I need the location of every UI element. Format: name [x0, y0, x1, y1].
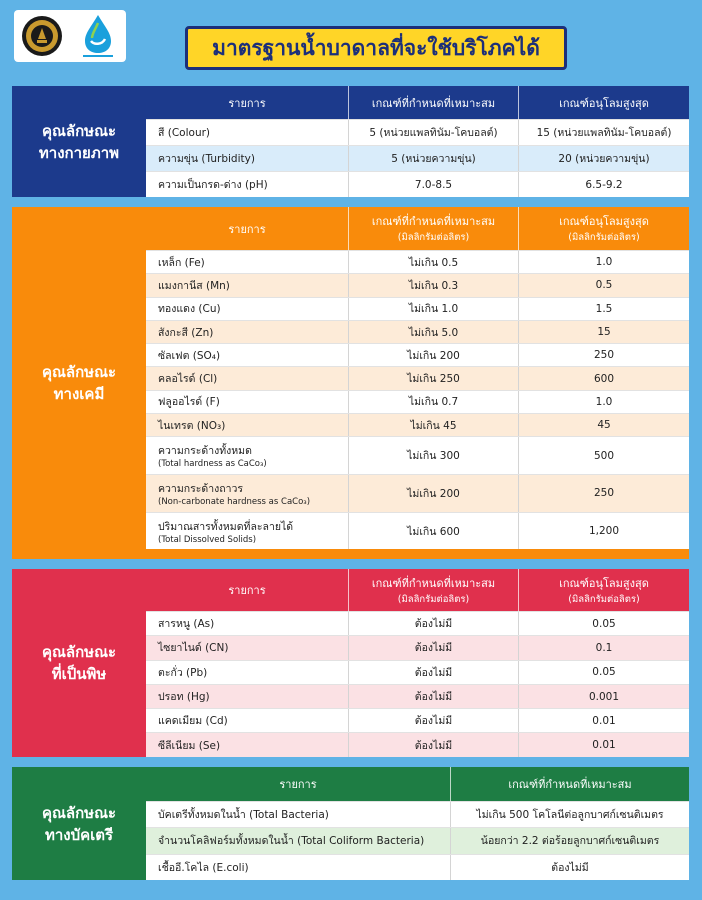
table-row — [146, 827, 689, 853]
physical-label — [12, 86, 146, 197]
max-value: 0.05 — [518, 612, 689, 635]
table-row — [146, 273, 689, 296]
toxic-header-item: รายการ — [228, 584, 266, 597]
physical-table — [146, 86, 689, 197]
item-name: บัคเตรีทั้งหมดในน้ำ (Total Bacteria) — [158, 809, 329, 822]
max-value: 600 — [518, 367, 689, 389]
toxic-header-suitable-unit: (มิลลิกรัมต่อลิตร) — [397, 593, 470, 605]
chemical-header-suitable — [348, 207, 518, 250]
ministry-seal-icon — [21, 15, 63, 57]
item-name: สี (Colour) — [158, 127, 211, 139]
chemical-label-line2: ทางเคมี — [53, 385, 105, 403]
item-name — [146, 274, 348, 296]
item-name-text: ฟลูออไรด์ (F) — [158, 396, 220, 409]
toxic-header-max-text: เกณฑ์อนุโลมสูงสุด — [559, 576, 649, 590]
chemical-header-max-unit: (มิลลิกรัมต่อลิตร) — [568, 232, 640, 243]
max-value: 0.5 — [518, 274, 689, 296]
chemical-header-suitable-text: เกณฑ์ที่กำหนดที่เหมาะสม — [371, 215, 496, 228]
item-name: ไซยาไนด์ (CN) — [158, 642, 229, 655]
physical-header-item: รายการ — [228, 96, 266, 110]
suitable-value: ไม่เกิน 45 — [348, 414, 518, 436]
physical-header-row — [146, 86, 689, 119]
item-name — [146, 344, 348, 366]
suitable-value: ต้องไม่มี — [348, 685, 518, 708]
bacteria-label — [12, 767, 146, 880]
bacteria-rows — [146, 801, 689, 880]
item-name: จำนวนโคลิฟอร์มทั้งหมดในน้ำ (Total Coliform Bacteria) — [158, 835, 425, 848]
max-value: 1.0 — [518, 251, 689, 273]
table-row — [146, 611, 689, 635]
chemical-label-line1: คุณลักษณะ — [41, 363, 117, 381]
max-value: 0.001 — [518, 685, 689, 708]
groundwater-department-logo-icon — [77, 13, 119, 59]
max-value: 0.1 — [518, 636, 689, 659]
suitable-value: ไม่เกิน 600 — [348, 513, 518, 550]
item-name: ตะกั่ว (Pb) — [158, 666, 208, 679]
page-title-text: มาตรฐานน้ำบาดาลที่จะใช้บริโภคได้ — [212, 35, 540, 60]
max-value: 0.05 — [518, 661, 689, 684]
toxic-header-suitable — [348, 569, 518, 611]
suitable-value: ต้องไม่มี — [348, 733, 518, 756]
item-name: เชื้ออี.โคไล (E.coli) — [158, 861, 249, 874]
suitable-value: ไม่เกิน 5.0 — [348, 321, 518, 343]
suitable-value: ไม่เกิน 1.0 — [348, 298, 518, 320]
item-name — [146, 367, 348, 389]
item-name — [146, 251, 348, 273]
max-value: 1,200 — [518, 513, 689, 550]
item-name — [146, 437, 348, 474]
max-value: 20 (หน่วยความขุ่น) — [518, 146, 689, 171]
item-name — [146, 414, 348, 436]
table-row — [146, 171, 689, 197]
suitable-value: ไม่เกิน 0.3 — [348, 274, 518, 296]
max-value: 500 — [518, 437, 689, 474]
physical-header-suitable: เกณฑ์ที่กำหนดที่เหมาะสม — [348, 86, 518, 119]
toxic-header-suitable-text: เกณฑ์ที่กำหนดที่เหมาะสม — [371, 576, 496, 590]
table-row — [146, 512, 689, 550]
item-name: ความขุ่น (Turbidity) — [158, 153, 255, 165]
toxic-label-line1: คุณลักษณะ — [41, 643, 117, 661]
chemical-header-suitable-unit: (มิลลิกรัมต่อลิตร) — [397, 232, 470, 243]
item-name-text: คลอไรด์ (Cl) — [158, 373, 218, 386]
max-value: 6.5-9.2 — [518, 172, 689, 197]
suitable-value: ไม่เกิน 500 โคโลนีต่อลูกบาศก์เซนติเมตร — [450, 802, 689, 827]
item-name-text: ปริมาณสารทั้งหมดที่ละลายได้ — [158, 520, 294, 533]
table-row — [146, 854, 689, 880]
table-row — [146, 635, 689, 659]
table-row — [146, 436, 689, 474]
toxic-header-row — [146, 569, 689, 611]
suitable-value: ไม่เกิน 0.5 — [348, 251, 518, 273]
table-row — [146, 474, 689, 512]
item-name: ความเป็นกรด-ด่าง (pH) — [158, 179, 268, 191]
chemical-header-max — [518, 207, 689, 250]
physical-label-line2: ทางกายภาพ — [38, 143, 120, 162]
item-name — [146, 475, 348, 512]
table-row — [146, 119, 689, 145]
toxic-header-max — [518, 569, 689, 611]
toxic-label-line2: ที่เป็นพิษ — [51, 665, 107, 683]
suitable-value: ต้องไม่มี — [450, 855, 689, 880]
item-name-text: เหล็ก (Fe) — [158, 256, 205, 269]
table-row — [146, 732, 689, 756]
bacteria-header-item: รายการ — [279, 778, 317, 791]
item-name-text: สังกะสี (Zn) — [158, 326, 214, 339]
toxic-label — [12, 569, 146, 757]
item-name: สารหนู (As) — [158, 618, 215, 631]
max-value: 45 — [518, 414, 689, 436]
toxic-section — [12, 569, 689, 757]
suitable-value: 5 (หน่วยแพลทินัม-โคบอลต์) — [348, 120, 518, 145]
toxic-table — [146, 569, 689, 757]
table-row — [146, 250, 689, 273]
suitable-value: ต้องไม่มี — [348, 612, 518, 635]
item-name: ซีลีเนียม (Se) — [158, 739, 221, 752]
bacteria-label-line1: คุณลักษณะ — [41, 803, 117, 822]
max-value: 0.01 — [518, 709, 689, 732]
table-row — [146, 708, 689, 732]
max-value: 1.5 — [518, 298, 689, 320]
item-name-text: แมงกานีส (Mn) — [158, 279, 230, 292]
item-name-text: ความกระด้างทั้งหมด — [158, 445, 252, 458]
bacteria-table — [146, 767, 689, 880]
chemical-header-max-text: เกณฑ์อนุโลมสูงสุด — [559, 215, 649, 228]
item-name-text: ทองแดง (Cu) — [158, 303, 221, 316]
physical-section — [12, 86, 689, 197]
item-name-subtitle: (Total Dissolved Solids) — [158, 534, 257, 545]
item-name — [146, 513, 348, 550]
suitable-value: ไม่เกิน 300 — [348, 437, 518, 474]
bacteria-header-row — [146, 767, 689, 801]
max-value: 0.01 — [518, 733, 689, 756]
table-row — [146, 413, 689, 436]
item-name-subtitle: (Total hardness as CaCo₃) — [158, 459, 267, 470]
chemical-label — [12, 207, 146, 559]
page-title — [185, 26, 567, 70]
suitable-value: ต้องไม่มี — [348, 661, 518, 684]
logo-area — [14, 10, 126, 62]
item-name-text: ซัลเฟต (SO₄) — [158, 349, 221, 362]
suitable-value: ต้องไม่มี — [348, 709, 518, 732]
item-name-subtitle: (Non-carbonate hardness as CaCo₃) — [158, 496, 311, 507]
physical-header-max: เกณฑ์อนุโลมสูงสุด — [518, 86, 689, 119]
suitable-value: ต้องไม่มี — [348, 636, 518, 659]
suitable-value: ไม่เกิน 250 — [348, 367, 518, 389]
toxic-rows — [146, 611, 689, 757]
item-name: แคดเมียม (Cd) — [158, 715, 228, 728]
chemical-header-row — [146, 207, 689, 250]
max-value: 250 — [518, 344, 689, 366]
item-name-text: ไนเทรต (NO₃) — [158, 419, 226, 432]
suitable-value: ไม่เกิน 200 — [348, 344, 518, 366]
physical-label-line1: คุณลักษณะ — [41, 121, 117, 140]
max-value: 1.0 — [518, 391, 689, 413]
chemical-header-item: รายการ — [228, 222, 266, 236]
suitable-value: ไม่เกิน 200 — [348, 475, 518, 512]
item-name-text: ความกระด้างถาวร — [158, 482, 244, 495]
suitable-value: 5 (หน่วยความขุ่น) — [348, 146, 518, 171]
item-name — [146, 391, 348, 413]
max-value: 15 — [518, 321, 689, 343]
item-name: ปรอท (Hg) — [158, 691, 210, 704]
table-row — [146, 684, 689, 708]
bacteria-section — [12, 767, 689, 880]
table-row — [146, 660, 689, 684]
table-row — [146, 343, 689, 366]
chemical-rows — [146, 250, 689, 549]
table-row — [146, 145, 689, 171]
table-row — [146, 320, 689, 343]
suitable-value: 7.0-8.5 — [348, 172, 518, 197]
table-row — [146, 366, 689, 389]
bacteria-label-line2: ทางบัคเตรี — [44, 825, 114, 844]
bacteria-header-suitable: เกณฑ์ที่กำหนดที่เหมาะสม — [450, 767, 689, 801]
suitable-value: น้อยกว่า 2.2 ต่อร้อยลูกบาศก์เซนติเมตร — [450, 828, 689, 853]
max-value: 250 — [518, 475, 689, 512]
item-name — [146, 298, 348, 320]
item-name — [146, 321, 348, 343]
chemical-section — [12, 207, 689, 559]
suitable-value: ไม่เกิน 0.7 — [348, 391, 518, 413]
table-row — [146, 297, 689, 320]
chemical-table — [146, 207, 689, 559]
toxic-header-max-unit: (มิลลิกรัมต่อลิตร) — [568, 593, 640, 605]
max-value: 15 (หน่วยแพลทินัม-โคบอลต์) — [518, 120, 689, 145]
table-row — [146, 801, 689, 827]
table-row — [146, 390, 689, 413]
